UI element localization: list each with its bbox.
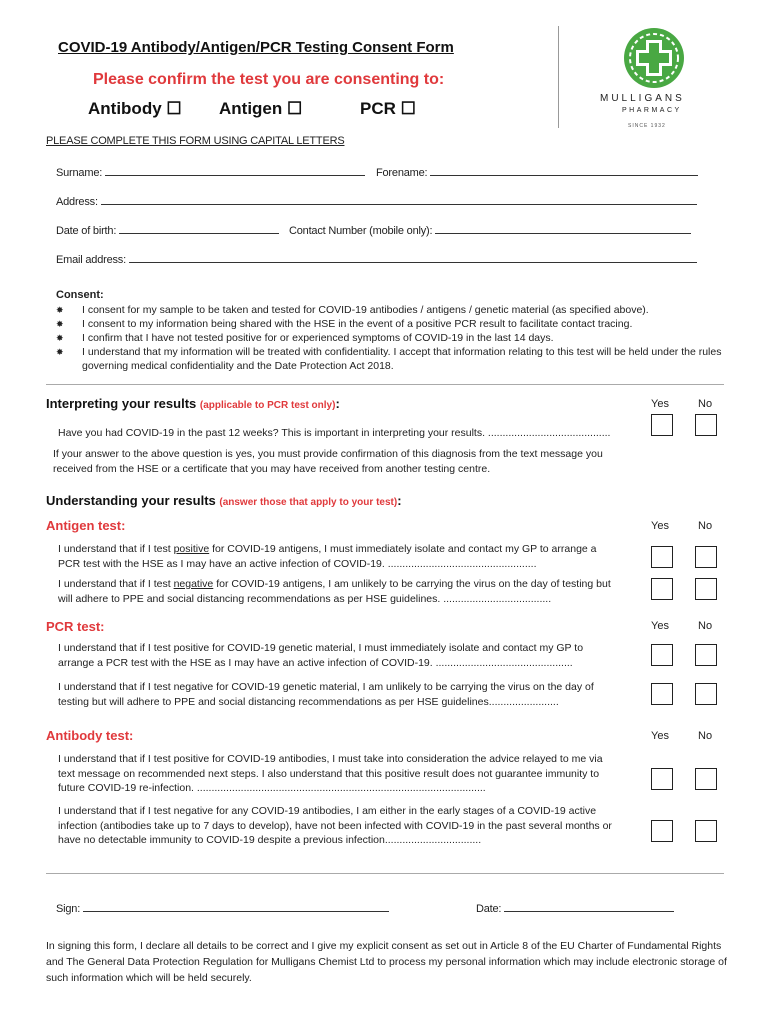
antibody-negative-statement: I understand that if I test negative for any COVID-19 antibodies, I am either in the early stages of a COVID-19 active infection (antibodies take up to 7 days to develop), have not been infected with COVID-19 in the past several months or have no detectable immunity to COVID-19 despite a previous infection................................. xyxy=(58,805,612,846)
bullet-icon: ✸ xyxy=(56,347,64,357)
antibody-positive-no-checkbox[interactable] xyxy=(695,768,717,790)
logo-name: MULLIGANS xyxy=(600,93,685,104)
antibody-negative-yes-checkbox[interactable] xyxy=(651,820,673,842)
contact-field[interactable] xyxy=(435,224,691,234)
no-header: No xyxy=(698,398,713,410)
forename-label: Forename: xyxy=(376,167,428,179)
consent-item: ✸ I consent for my sample to be taken and tested for COVID-19 antibodies / antigens / genetic material (as specified above). xyxy=(56,304,649,316)
surname-label: Surname: xyxy=(56,167,103,179)
pcr-no-header: No xyxy=(698,620,713,632)
antigen-negative-yes-checkbox[interactable] xyxy=(651,578,673,600)
antibody-positive-statement: I understand that if I test positive for COVID-19 antibodies, I must take into consideration the advice relayed to me via text message on recommended next steps. I also understand that this positive result does not guarantee immunity to future COVID-19 re-infection. ................................................................................................... xyxy=(58,753,603,794)
antigen-negative-statement: I understand that if I test negative for COVID-19 antigens, I am unlikely to be carrying the virus on the day of testing but will adhere to PPE and social distancing recommendations as per HSE guidelines. ..................................... xyxy=(58,578,611,605)
forename-row xyxy=(376,166,698,179)
consent-list xyxy=(56,303,736,373)
antigen-positive-no-checkbox[interactable] xyxy=(695,546,717,568)
address-label: Address: xyxy=(56,196,98,208)
pcr-negative-no-checkbox[interactable] xyxy=(695,683,717,705)
antibody-checkbox-label[interactable]: Antibody ☐ xyxy=(88,99,182,118)
antigen-yes-header: Yes xyxy=(651,520,669,532)
antigen-checkbox-label[interactable]: Antigen ☐ xyxy=(219,99,303,118)
interpreting-title: Interpreting your results (applicable to PCR test only): xyxy=(46,396,340,411)
email-field[interactable] xyxy=(129,253,697,263)
pcr-positive-no-checkbox[interactable] xyxy=(695,644,717,666)
logo-subtitle: PHARMACY xyxy=(622,107,682,114)
pcr-positive-statement: I understand that if I test positive for COVID-19 genetic material, I must immediately isolate and contact my GP to arrange a PCR test with the HSE as I may have an active infection of COVID-19. ............................................... xyxy=(58,642,584,669)
surname-field[interactable] xyxy=(105,166,365,176)
antigen-no-header: No xyxy=(698,520,713,532)
form-title: COVID-19 Antibody/Antigen/PCR Testing Consent Form xyxy=(58,39,454,56)
antigen-positive-yes-checkbox[interactable] xyxy=(651,546,673,568)
antibody-no-header: No xyxy=(698,730,713,742)
antibody-positive-yes-checkbox[interactable] xyxy=(651,768,673,790)
interpreting-no-checkbox[interactable] xyxy=(695,414,717,436)
consent-item: ✸ I consent to my information being shared with the HSE in the event of a positive PCR result to facilitate contact tracing. xyxy=(56,318,633,330)
pcr-negative-yes-checkbox[interactable] xyxy=(651,683,673,705)
consent-title: Consent: xyxy=(56,289,104,301)
bullet-icon: ✸ xyxy=(56,305,64,315)
dob-field[interactable] xyxy=(119,224,279,234)
antibody-yes-header: Yes xyxy=(651,730,669,742)
forename-field[interactable] xyxy=(430,166,698,176)
sign-label: Sign: xyxy=(56,903,81,915)
interpreting-question: Have you had COVID-19 in the past 12 weeks? This is important in interpreting your results. .......................................... xyxy=(58,427,611,439)
dob-label: Date of birth: xyxy=(56,225,117,237)
pcr-positive-yes-checkbox[interactable] xyxy=(651,644,673,666)
bullet-icon: ✸ xyxy=(56,333,64,343)
pcr-yes-header: Yes xyxy=(651,620,669,632)
date-label: Date: xyxy=(476,903,502,915)
pcr-negative-statement: I understand that if I test negative for COVID-19 genetic material, I am unlikely to be carrying the virus on the day of testing but will adhere to PPE and social distancing recommendations as per HSE guidelines........................ xyxy=(58,681,594,708)
logo-since: SINCE 1932 xyxy=(628,123,666,129)
antigen-positive-statement: I understand that if I test positive for COVID-19 antigens, I must immediately isolate and contact my GP to arrange a PCR test with the HSE as I may have an active infection of COVID-19. ................................................... xyxy=(58,543,597,570)
test-confirm-prompt: Please confirm the test you are consenting to: xyxy=(93,71,445,88)
date-row xyxy=(476,902,674,915)
antigen-test-title: Antigen test: xyxy=(46,518,126,533)
antigen-negative-no-checkbox[interactable] xyxy=(695,578,717,600)
antibody-negative-no-checkbox[interactable] xyxy=(695,820,717,842)
dob-row xyxy=(56,224,279,237)
form-instruction: PLEASE COMPLETE THIS FORM USING CAPITAL LETTERS xyxy=(46,135,345,147)
interpreting-followup: If your answer to the above question is yes, you must provide confirmation of this diagnosis from the text message you received from the HSE or a certificate that you may have received from another testing centre. xyxy=(53,448,603,475)
interpreting-yes-checkbox[interactable] xyxy=(651,414,673,436)
signature-field[interactable] xyxy=(83,902,389,912)
pharmacy-logo-icon xyxy=(622,26,686,90)
surname-row xyxy=(56,166,365,179)
consent-item: ✸ I understand that my information will be treated with confidentiality. I accept that information relating to this test will be held under the rules governing medical confidentiality and the Date Protection Act 2018. xyxy=(56,346,722,372)
date-field[interactable] xyxy=(504,902,674,912)
email-label: Email address: xyxy=(56,254,126,266)
pcr-test-title: PCR test: xyxy=(46,619,105,634)
address-row xyxy=(56,195,697,208)
antibody-test-title: Antibody test: xyxy=(46,728,134,743)
divider xyxy=(46,873,724,874)
yes-header: Yes xyxy=(651,398,669,410)
pcr-checkbox-label[interactable]: PCR ☐ xyxy=(360,99,416,118)
understanding-title: Understanding your results (answer those that apply to your test): xyxy=(46,493,402,508)
email-row xyxy=(56,253,697,266)
consent-item: ✸ I confirm that I have not tested positive for or experienced symptoms of COVID-19 in the last 14 days. xyxy=(56,332,554,344)
sign-row xyxy=(56,902,389,915)
bullet-icon: ✸ xyxy=(56,319,64,329)
contact-label: Contact Number (mobile only): xyxy=(289,225,433,237)
gdpr-declaration: In signing this form, I declare all details to be correct and I give my explicit consent as set out in Article 8 of the EU Charter of Fundamental Rights and The General Data Protection Regulation for Mulligans Chemist Ltd to process my personal information which may include electronic storage of such information which will be held securely. xyxy=(46,940,727,984)
header-divider xyxy=(558,26,559,128)
divider xyxy=(46,384,724,385)
address-field[interactable] xyxy=(101,195,697,205)
contact-row xyxy=(289,224,691,237)
